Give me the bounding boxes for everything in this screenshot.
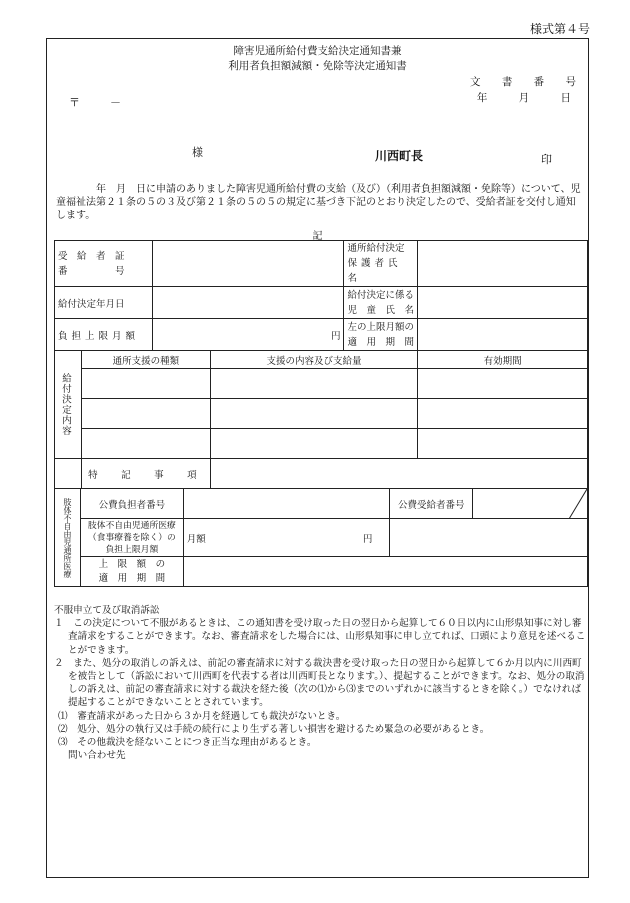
notes-heading: 不服申立て及び取消訴訟	[54, 605, 160, 616]
form-number: 様式第４号	[529, 22, 590, 36]
burden-limit-medical-value: 月額 円	[183, 519, 390, 557]
row1-content	[210, 369, 418, 399]
burden-limit-medical-blank	[390, 519, 588, 557]
title-line-1: 障害児通所給付費支給決定通知書兼	[233, 45, 402, 57]
medical-period-value	[183, 557, 587, 587]
note-1: １ この決定について不服があるときは、この通知書を受け取った日の翌日から起算して６０日以内に山形県知事に対し審査請求をすることができます。なお、審査請求をした場合には、山形県知事に申し立てれば、口頭により意見を述べることができます。	[54, 618, 586, 656]
limit-period-value	[418, 319, 588, 351]
note-sub-2: ⑵ 処分、処分の執行又は手続の続行により生ずる著しい損害を避けるため緊急の必要があるとき。	[58, 723, 490, 735]
row2-content	[210, 399, 418, 429]
intro-text: 年 月 日に申請のありました障害児通所給付費の支給（及び）（利用者負担額減額・免除等）について、児童福祉法第２１条の５の３及び第２１条の５の５の規定に基づき下記のとおり決定したので、受給者証を交付し通知します。	[56, 184, 581, 221]
seal-mark: 印	[541, 153, 552, 166]
col-valid-period: 有効期間	[418, 351, 588, 369]
title-line-2: 利用者負担額減額・免除等決定通知書	[228, 60, 407, 72]
row3-type	[81, 429, 210, 459]
note-2: ２ また、処分の取消しの訴えは、前記の審査請求に対する裁決書を受け取った日の翌日から起算して６か月以内に川西町を被告として（訴訟において川西町を代表する者は川西町長となります。）、提起することができます。なお、処分の取消しの訴えは、前記の審査請求に対する裁決を経た後（次の⑴から⑶までのいずれかに該当するときを除く。）でなければ提起することができないこととされています。	[54, 657, 585, 709]
public-payer-cells	[183, 489, 390, 519]
public-recipient-cells	[473, 489, 588, 519]
decision-date-value	[152, 287, 344, 319]
medical-period-label: 上 限 額 の 適 用 期 間	[80, 557, 183, 587]
postal-mark: 〒	[69, 96, 80, 109]
special-notes-label: 特 記 事 項	[81, 459, 210, 489]
row3-valid	[418, 429, 588, 459]
recipient-number-label: 受 給 者 証 番 号	[55, 241, 153, 287]
decision-table	[54, 240, 588, 489]
row2-type	[81, 399, 210, 429]
col-support-type: 通所支援の種類	[81, 351, 210, 369]
issuer-name: 川西町長	[375, 149, 424, 163]
guardian-name-label: 通所給付決定 保護者氏名	[344, 241, 418, 287]
burden-limit-label: 負担上限月額	[55, 319, 153, 351]
public-recipient-label: 公費受給者番号	[390, 489, 473, 519]
note-sub-1: ⑴ 審査請求があった日から３か月を経過しても裁決がないとき。	[58, 710, 346, 722]
diagonal-slash	[569, 489, 587, 519]
addressee-suffix: 様	[192, 146, 203, 159]
medical-side-label: 肢体不自由児通所医療	[55, 489, 81, 587]
special-notes-value	[210, 459, 587, 489]
limit-period-label: 左の上限月額の 適 用 期 間	[344, 319, 418, 351]
decision-content-label: 給付決定内容	[55, 351, 82, 459]
child-name-label: 給付決定に係る 児 童 氏 名	[344, 287, 418, 319]
special-notes-spacer	[55, 459, 82, 489]
burden-limit-medical-label: 肢体不自由児通所医療 （食事療養を除く）の 負担上限月額	[80, 519, 183, 557]
row3-content	[210, 429, 418, 459]
row1-valid	[418, 369, 588, 399]
date-label: 年 月 日	[476, 92, 585, 104]
row2-valid	[418, 399, 588, 429]
col-support-content: 支援の内容及び支給量	[210, 351, 418, 369]
row1-type	[81, 369, 210, 399]
medical-table	[54, 488, 588, 587]
child-name-value	[418, 287, 588, 319]
note-sub-3: ⑶ その他裁決を経ないことにつき正当な理由があるとき。	[58, 737, 317, 749]
recipient-number-cells	[152, 241, 344, 287]
contact-label: 問い合わせ先	[68, 750, 126, 762]
public-payer-label: 公費負担者番号	[80, 489, 183, 519]
ki-heading: 記	[312, 231, 323, 242]
document-number-label: 文 書 番 号	[469, 76, 585, 88]
guardian-name-value	[418, 241, 588, 287]
appeal-notes	[54, 604, 586, 762]
burden-limit-yen: 円	[152, 319, 344, 351]
decision-date-label: 給付決定年月日	[55, 287, 153, 319]
postal-dash: －	[110, 96, 121, 109]
